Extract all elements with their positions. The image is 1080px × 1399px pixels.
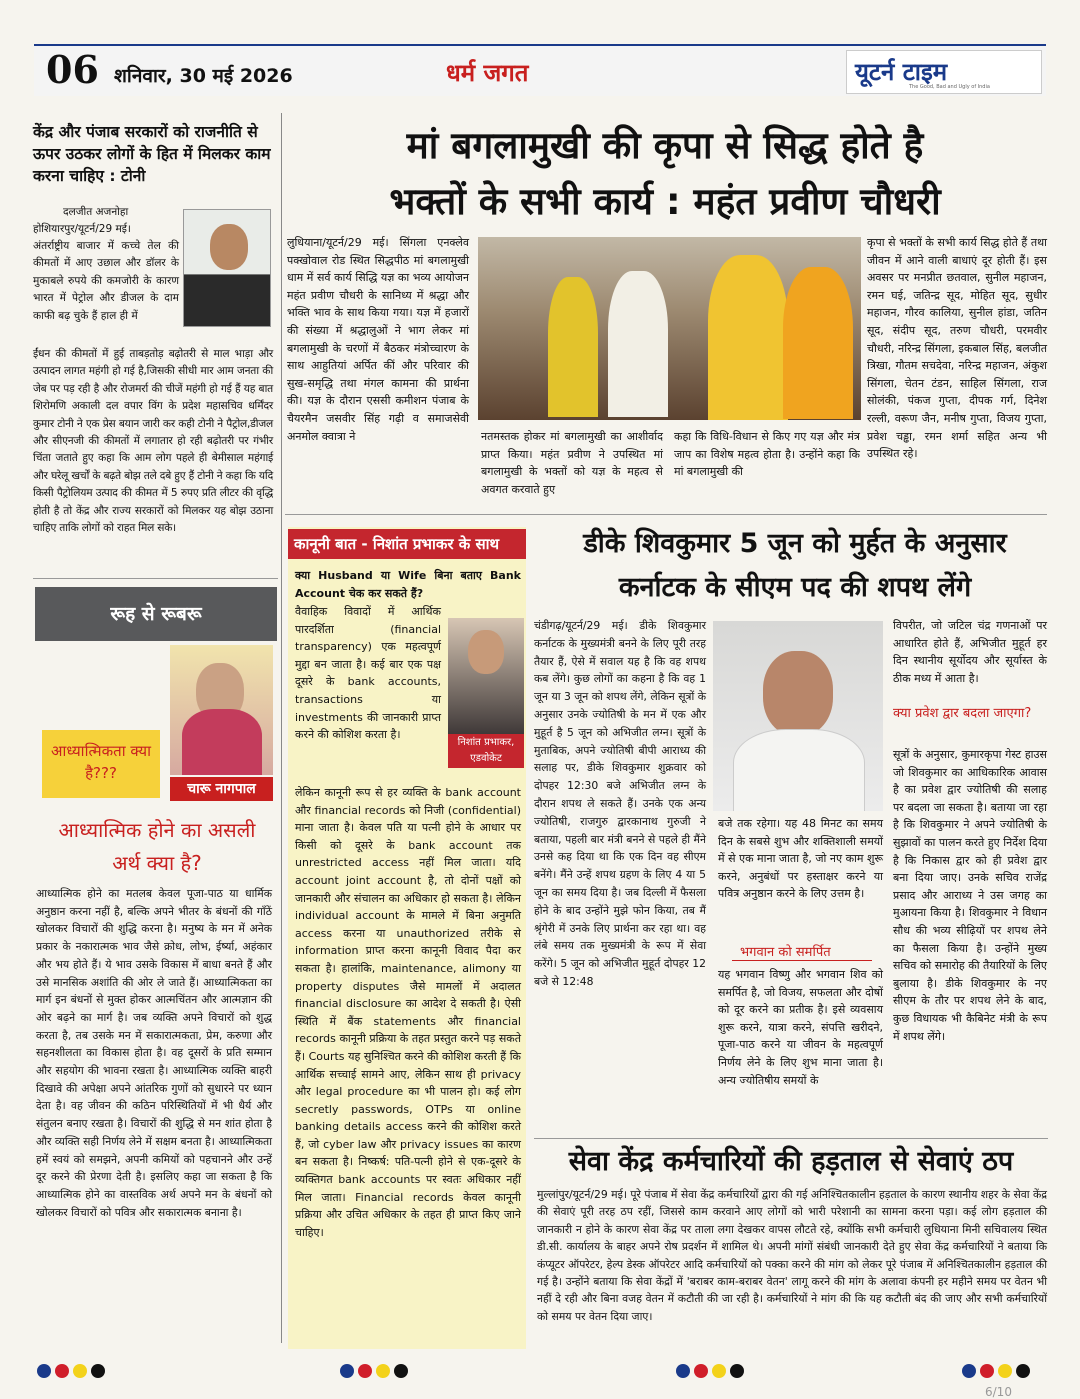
- reg-dot: [358, 1364, 372, 1378]
- seva-headline: सेवा केंद्र कर्मचारियों की हड़ताल से सेवाएं ठप: [568, 1146, 1014, 1177]
- dk-subhead-2: क्या प्रवेश द्वार बदला जाएगा?: [893, 706, 1032, 721]
- reg-dot: [998, 1364, 1012, 1378]
- toni-photo: [183, 209, 271, 327]
- brand-name: यूटर्न टाइम: [855, 58, 948, 86]
- dk-col2b: यह भगवान विष्णु और भगवान शिव को समर्पित है, जो विजय, सफलता और दोषों को दूर करने का प्रतीक है। इसे व्यवसाय शुरू करने, यात्रा करने, संपत्ति खरीदने, पूजा-पाठ करने या जीवन के महत्वपूर्ण निर्णय लेने के लिए शुभ माना जाता है। अन्य ज्योतिषीय समयों के: [718, 968, 883, 1087]
- reg-dot: [712, 1364, 726, 1378]
- dk-subhead-1: भगवान को समर्पित: [740, 945, 831, 960]
- main-headline-2: भक्तों के सभी कार्य : महंत प्रवीण चौधरी: [389, 180, 941, 223]
- toni-intro: अंतर्राष्ट्रीय बाजार में कच्चे तेल की कीमतों में आए उछाल और डॉलर के मुकाबले रुपये की कमजोरी के कारण भारत में पेट्रोल और डीजल के दाम काफी बढ़ चुके हैं हाल ही में: [33, 240, 179, 322]
- seva-body: मुल्लांपुर/यूटर्न/29 मई। पूरे पंजाब में सेवा केंद्र कर्मचारियों द्वारा की गई अनिश्चितकालीन हड़ताल के कारण स्थानीय शहर के सेवा केंद्र की सेवाएं पूरी तरह ठप रहीं, जिससे काम करवाने आए लोगों को भारी परेशानी का सामना करना पड़ा। कई लोग हड़ताल की जानकारी न होने के कारण सेवा केंद्र पर ताला लगा देखकर वापस लौटते रहे, क्योंकि सभी कर्मचारी लुधियाना मिनी सचिवालय स्थित डी.सी. कार्यालय के बाहर अपने रोष प्रदर्शन में शामिल थे। अपनी मांगों संबंधी जानकारी देते हुए सेवा केंद्र कर्मचारियों ने बताया कि कंप्यूटर ऑपरेटर, हेल्प डेस्क ऑपरेटर आदि कर्मचारियों को पक्का करने की मांग को लेकर पूरे पंजाब में अनिश्चितकालीन हड़ताल की गई है। उन्होंने बताया कि सेवा केंद्रों में 'बराबर काम-बराबर वेतन' लागू करने की मांग के अलावा कंपनी हर महीने समय पर वेतन भी नहीं दे रही और बिना वजह वेतन में कटौती की जा रही है। कर्मचारियों ने मांग की कि यह कटौती बंद की जाए और सभी कर्मचारियों को समय पर वेतन दिया जाए।: [537, 1188, 1047, 1323]
- reg-dot: [91, 1364, 105, 1378]
- dk-photo: [713, 621, 883, 811]
- dk-headline-1: डीके शिवकुमार 5 जून को मुर्हत के अनुसार: [583, 528, 1007, 559]
- dk-col3b: सूत्रों के अनुसार, कुमारकृपा गेस्ट हाउस जो शिवकुमार का आधिकारिक आवास है का प्रवेश द्वार ज्योतिषी की सलाह पर बदला जा सकता है। बताया जा रहा है कि शिवकुमार ने अपने ज्योतिषी के सुझावों का पालन करते हुए निर्देश दिया है कि निकास द्वार को ही प्रवेश द्वार बना दिया जाए। उनके सचिव राजेंद्र प्रसाद और आराध्य ने उस जगह का मुआयना किया है। शिवकुमार ने विधान सौध की भव्य सीढ़ियों पर शपथ लेने का फैसला किया है। उन्होंने मुख्य सचिव को समारोह की तैयारियों के लिए बुलाया है। डीके शिवकुमार के नए सीएम के तौर पर शपथ लेने के बाद, कुछ विधायक भी कैबिनेट मंत्री के रूप में शपथ लेंगे।: [893, 748, 1047, 1043]
- author-photo: [170, 645, 273, 775]
- brand-tagline: The Good, Bad and Ugly of India: [909, 84, 990, 90]
- divider: [534, 1138, 1048, 1139]
- main-col2: नतमस्तक होकर मां बगलामुखी का आशीर्वाद प्राप्त किया। महंत प्रवीण ने उपस्थित मां बगलामुखी के भक्तों को यज्ञ के महत्व से अवगत करवाते हुए: [481, 430, 663, 496]
- havan-photo: [478, 237, 861, 420]
- reg-dot: [340, 1364, 354, 1378]
- reg-dot: [37, 1364, 51, 1378]
- kanooni-body: लेकिन कानूनी रूप से हर व्यक्ति के bank account और financial records को निजी (confidential) माना जाता है। केवल पति या पत्नी होने के आधार पर किसी को दूसरे के bank account तक unrestricted access नहीं मिल जाता। यदि account joint account है, तो दोनों पक्षों को जानकारी और संचालन का अधिकार हो सकता है। लेकिन individual account के मामले में बिना अनुमति access करना या unauthorized तरीके से information प्राप्त करना कानूनी विवाद पैदा कर सकता है। हालांकि, maintenance, alimony या property disputes जैसे मामलों में अदालत financial disclosure का आदेश दे सकती है। ऐसी स्थिति में बैंक statements और financial records कानूनी प्रक्रिया के तहत प्रस्तुत करने पड़ सकते हैं। Courts यह सुनिश्चित करने की कोशिश करती हैं कि आर्थिक सच्चाई सामने आए, लेकिन साथ ही privacy और legal procedure का भी पालन हो। कई लोग secretly passwords, OTPs या online banking details access करने की कोशिश करते हैं, जो cyber law और privacy issues का कारण बन सकता है। निष्कर्ष: पति-पत्नी होने से एक-दूसरे के व्यक्तिगत bank accounts पर स्वतः अधिकार नहीं मिल जाता। Financial records केवल कानूनी प्रक्रिया और उचित अधिकार के तहत ही प्राप्त किए जाने चाहिए।: [295, 786, 521, 1239]
- reg-dot: [1016, 1364, 1030, 1378]
- dk-col1: चंडीगढ़/यूटर्न/29 मई। डीके शिवकुमार कर्नाटक के मुख्यमंत्री बनने के लिए पूरी तरह तैयार हैं, ऐसे में सवाल यह है कि वह शपथ कब लेंगे। कुछ लोगों का कहना है कि वह 1 जून या 3 जून को शपथ लेंगे, लेकिन सूत्रों के अनुसार उनके ज्योतिषी के मन में एक और मुहूर्त है 5 जून को अभिजीत लग्न। सूत्रों के मुताबिक, अपने ज्योतिषी बीपी आराध्य की सलाह पर, डीके शिवकुमार शुक्रवार को दोपहर 12:30 बजे अभिजीत लग्न के दौरान शपथ ले सकते हैं। उनके एक अन्य ज्योतिषी, राजगुरु द्वारकानाथ गुरुजी ने बताया, पहली बार मंत्री बनने से पहले ही मैंने उनसे कह दिया था कि एक दिन वह सीएम बनेंगे। मैंने उन्हें शपथ ग्रहण के लिए 4 या 5 जून का समय दिया है। जब दिल्ली में फैसला होने के बाद उन्होंने मुझे फोन किया, तब मैं श्रृंगेरी में उनके लिए प्रार्थना कर रहा था। वह लंबे समय तक मुख्यमंत्री के रूप में सेवा करेंगे। 5 जून को अभिजीत मुहूर्त दोपहर 12 बजे से 12:48: [534, 619, 706, 988]
- page-indicator: 6/10: [985, 1385, 1012, 1399]
- main-col4: कृपा से भक्तों के सभी कार्य सिद्ध होते हैं तथा जीवन में आने वाली बाधाएं दूर होती हैं। इस अवसर पर मनप्रीत छतवाल, सुनील महाजन, रमन घई, जतिन्द्र सूद, मोहित सूद, सुधीर महाजन, गौरव कालिया, सुनील हांडा, जतिन सूद, संदीप सूद, तरुण चौधरी, परमवीर चौधरी, नरिन्द्र सिंगला, इकबाल सिंह, बलजीत त्रिखा, गौतम सचदेवा, नरिन्द्र महाजन, अंकुश सिंगला, चेतन टंडन, साहिल सिंगला, राज सोलंकी, पंकज गुप्ता, दीपक गर्ग, दिनेश रल्ली, वरूण जैन, मनीष गुप्ता, विजय गुप्ता, प्रवेश चड्ढा, रमन शर्मा सहित अन्य भी उपस्थित रहे।: [867, 236, 1047, 461]
- reg-dot: [730, 1364, 744, 1378]
- ruh-headline: आध्यात्मिक होने का असली अर्थ क्या है?: [58, 818, 256, 875]
- brand-logo: [846, 50, 1042, 94]
- reg-dot: [376, 1364, 390, 1378]
- section-title: धर्म जगत: [446, 59, 529, 87]
- dk-col3: विपरीत, जो जटिल चंद्र गणनाओं पर आधारित होते हैं, अभिजीत मुहूर्त हर दिन स्थानीय सूर्योदय और सूर्यास्त के ठीक मध्य में आता है।: [893, 619, 1047, 685]
- column-title: रूह से रूबरू: [35, 587, 277, 641]
- toni-byline: दलजीत अजनोहा: [63, 206, 129, 218]
- toni-dateline: होशियारपुर/यूटर्न/29 मई।: [33, 223, 131, 235]
- kanooni-question: क्या Husband या Wife बिना बताए Bank Account चेक कर सकते हैं?: [295, 569, 521, 600]
- divider: [285, 514, 1047, 515]
- reg-dot: [962, 1364, 976, 1378]
- reg-dot: [394, 1364, 408, 1378]
- page-number: 06: [46, 47, 99, 92]
- registration-marks: [962, 1363, 1034, 1377]
- advocate-photo: [448, 618, 524, 738]
- kanooni-banner: कानूनी बात - निशांत प्रभाकर के साथ: [288, 529, 526, 559]
- divider: [33, 578, 278, 579]
- main-col1: लुधियाना/यूटर्न/29 मई। सिंगला एनक्लेव पक्खोवाल रोड स्थित सिद्धपीठ मां बगलामुखी धाम में सर्व कार्य सिद्धि यज्ञ का भव्य आयोजन महंत प्रवीण चौधरी के सानिध्य में श्रद्धा और भक्ति भाव के साथ किया गया। यज्ञ में हजारों की संख्या में श्रद्धालुओं ने भाग लेकर मां बगलामुखी के चरणों में बैठकर मंत्रोच्चारण के साथ आहुतियां अर्पित कीं और परिवार की सुख-समृद्धि तथा मंगल कामना की प्रार्थना की। यज्ञ के दौरान एससी कमीशन पंजाब के चैयरमैन जसवीर सिंह गढ़ी व समाजसेवी अनमोल क्वात्रा ने: [287, 236, 469, 443]
- author-name: चारू नागपाल: [170, 777, 273, 801]
- dk-col2: बजे तक रहेगा। यह 48 मिनट का समय दिन के सबसे शुभ और शक्तिशाली समयों में से एक माना जाता है, जो नए काम शुरू करने, अनुबंधों पर हस्ताक्षर करने या पवित्र अनुष्ठान करने के लिए उत्तम है।: [718, 817, 883, 901]
- dk-headline-2: कर्नाटक के सीएम पद की शपथ लेंगे: [618, 572, 972, 603]
- reg-dot: [694, 1364, 708, 1378]
- registration-marks: [676, 1363, 748, 1377]
- main-headline-1: मां बगलामुखी की कृपा से सिद्ध होते है: [406, 124, 924, 167]
- advocate-caption: निशांत प्रभाकर, एडवोकेट: [448, 734, 524, 768]
- reg-dot: [980, 1364, 994, 1378]
- ruh-body: आध्यात्मिक होने का मतलब केवल पूजा-पाठ या धार्मिक अनुष्ठान करना नहीं है, बल्कि अपने भीतर के बंधनों की गाँठें खोलकर विचारों की शुद्धि करना है। मनुष्य के मन में अनेक प्रकार के नकारात्मक भाव जैसे क्रोध, लोभ, ईर्ष्या, अहंकार और भय होते हैं। ये भाव उसके विकास में बाधा बनते हैं और उसे मानसिक अशांति की ओर ले जाते हैं। आध्यात्मिकता का मार्ग इन बंधनों से मुक्त होकर आत्मचिंतन और आत्मज्ञान की ओर बढ़ने का मार्ग है। जब व्यक्ति अपने विचारों को शुद्ध करता है, तब उसके मन में सकारात्मकता, प्रेम, करुणा और सहनशीलता का विकास होता है। वह दूसरों के प्रति सम्मान और सहयोग की भावना रखता है। आध्यात्मिक व्यक्ति बाहरी दिखावे की अपेक्षा अपने आंतरिक गुणों को सुधारने पर ध्यान देता है। वह जीवन की कठिन परिस्थितियों में भी धैर्य और संतुलन बनाए रखता है। विचारों की शुद्धि से मन शांत होता है और व्यक्ति सही निर्णय लेने में सक्षम बनता है। आध्यात्मिकता हमें स्वयं को समझने, अपनी कमियों को पहचानने और उन्हें दूर करने की प्रेरणा देती है। इसलिए कहा जा सकता है कि आध्यात्मिक होने का वास्तविक अर्थ अपने मन के बंधनों को खोलकर विचारों को पवित्र और सकारात्मक बनाना है।: [36, 887, 272, 1219]
- column-divider: [281, 113, 282, 1343]
- reg-dot: [55, 1364, 69, 1378]
- registration-marks: [340, 1363, 412, 1377]
- toni-body: ईंधन की कीमतों में हुई ताबड़तोड़ बढ़ोतरी से माल भाड़ा और उत्पादन लागत महंगी हो गई है,जिसकी सीधी मार आम जनता की जेब पर पड़ रही है और रोजमर्रा की चीजें महंगी हो गई हैं यह बात शिरोमणि अकाली दल वपार विंग के प्रदेश महासचिव धर्मिंदर कुमार टोनी ने एक प्रेस बयान जारी कर कही टोनी ने पैट्रोल,डीजल और सीएनजी की कीमतों में लगातार हो रही बढ़ोतरी पर गंभीर चिंता जताते हुए कहा कि आम लोग पहले ही बेमीसाल महंगाई और घरेलू खर्चों के बढ़ते बोझ तले दबे हुए हैं टोनी ने कहा कि यदि किसी पैट्रोलियम उत्पाद की कीमत में 5 रुपए प्रति लीटर की वृद्धि होती है तो केंद्र और राज्य सरकारों को मिलकर यह बोझ उठाना चाहिए ताकि लोगों को राहत मिल सके।: [33, 348, 273, 535]
- registration-marks: [37, 1363, 109, 1377]
- divider: [732, 960, 872, 961]
- main-col3: कहा कि विधि-विधान से किए गए यज्ञ और मंत्र जाप का विशेष महत्व होता है। उन्होंने कहा कि मां बगलामुखी की: [674, 430, 860, 479]
- reg-dot: [676, 1364, 690, 1378]
- reg-dot: [73, 1364, 87, 1378]
- kanooni-intro: वैवाहिक विवादों में आर्थिक पारदर्शिता (financial transparency) एक महत्वपूर्ण मुद्दा बन जाता है। कई बार एक पक्ष दूसरे के bank accounts, transactions या investments की जानकारी प्राप्त करने की कोशिश करता है।: [295, 605, 441, 742]
- issue-date: शनिवार, 30 मई 2026: [114, 65, 293, 87]
- toni-headline: केंद्र और पंजाब सरकारों को राजनीति से ऊपर उठकर लोगों के हित में मिलकर काम करना चाहिए : टोनी: [33, 123, 271, 185]
- topic-tag: आध्यात्मिकता क्या है???: [42, 730, 160, 798]
